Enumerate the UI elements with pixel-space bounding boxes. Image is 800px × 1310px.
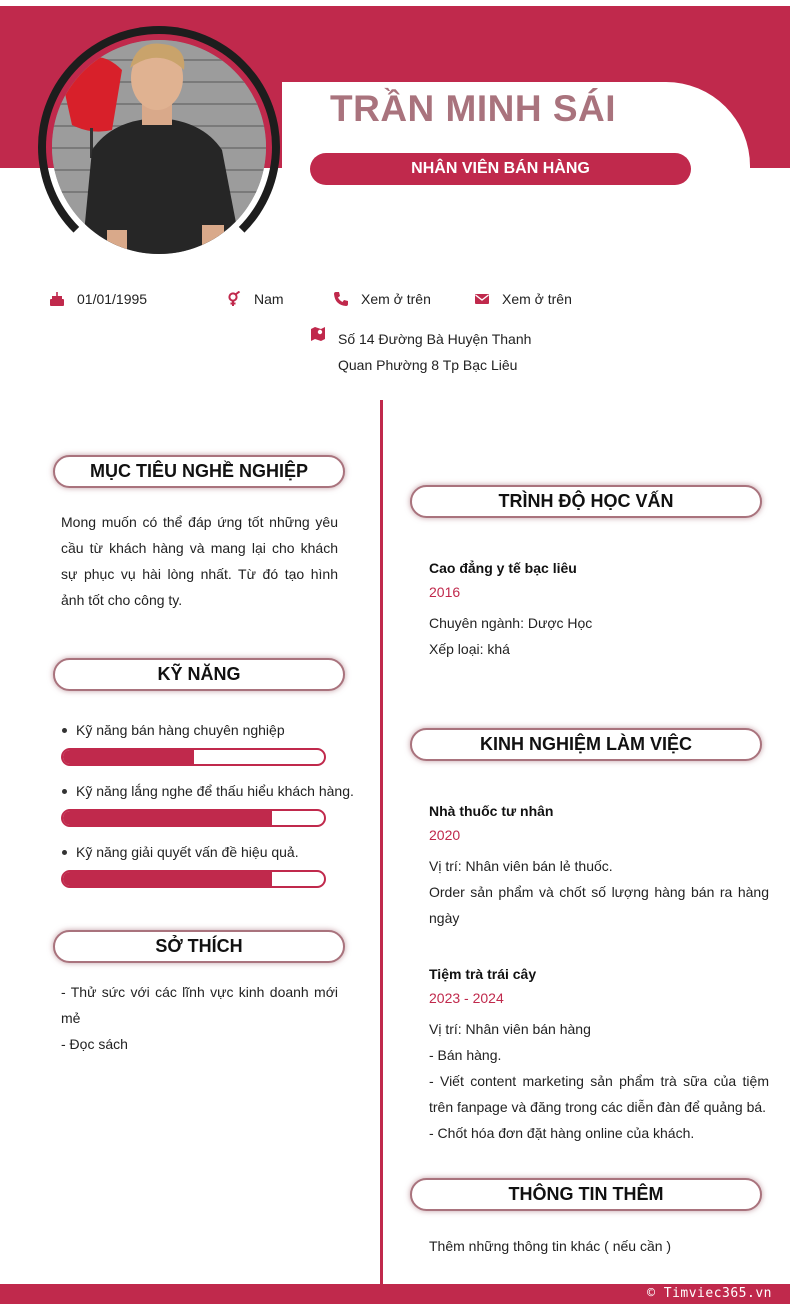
hobbies-text bbox=[61, 979, 338, 1057]
job-line: Vị trí: Nhân viên bán lẻ thuốc. bbox=[429, 858, 613, 874]
job-line: - Chốt hóa đơn đặt hàng online của khách. bbox=[429, 1125, 695, 1141]
experience-heading bbox=[410, 728, 762, 761]
map-pin-icon bbox=[310, 326, 326, 342]
skill-label: Kỹ năng bán hàng chuyên nghiệp bbox=[76, 722, 285, 738]
email-icon bbox=[474, 291, 490, 307]
gender-text: Nam bbox=[254, 291, 284, 307]
education-rank: Xếp loại: khá bbox=[429, 641, 510, 657]
extra-info-heading bbox=[410, 1178, 762, 1211]
birthday-info bbox=[49, 291, 147, 307]
job-line: Vị trí: Nhân viên bán hàng bbox=[429, 1021, 591, 1037]
candidate-name: TRẦN MINH SÁI bbox=[330, 88, 617, 129]
extra-info-text: Thêm những thông tin khác ( nếu cần ) bbox=[429, 1238, 672, 1254]
gender-icon bbox=[226, 291, 242, 307]
skill-bar-fill bbox=[63, 750, 194, 764]
phone-info bbox=[333, 291, 431, 307]
job-period: 2023 - 2024 bbox=[429, 990, 504, 1006]
job-line: Order sản phẩm và chốt số lượng hàng bán ra hàng ngày bbox=[429, 884, 769, 926]
skill-label: Kỹ năng lắng nghe để thấu hiểu khách hàng. bbox=[76, 783, 354, 799]
address bbox=[338, 326, 531, 378]
objective-heading-text: MỤC TIÊU NGHỀ NGHIỆP bbox=[89, 461, 308, 481]
email-text: Xem ở trên bbox=[502, 291, 572, 307]
job-period: 2020 bbox=[429, 827, 461, 843]
avatar-photo bbox=[52, 40, 266, 254]
job-description bbox=[429, 853, 769, 931]
education-year: 2016 bbox=[429, 584, 461, 600]
education-details bbox=[429, 610, 769, 662]
bullet-icon bbox=[62, 728, 67, 733]
job-description bbox=[429, 1016, 769, 1146]
skill-bar-fill bbox=[63, 872, 272, 886]
phone-text: Xem ở trên bbox=[361, 291, 431, 307]
watermark: © Timviec365.vn bbox=[647, 1286, 772, 1301]
skill-item-3 bbox=[62, 844, 299, 860]
column-divider bbox=[380, 400, 383, 1284]
skill-item-2 bbox=[62, 783, 354, 799]
education-major: Chuyên ngành: Dược Học bbox=[429, 615, 593, 631]
hobby-item: - Thử sức với các lĩnh vực kinh doanh mới mẻ bbox=[61, 984, 338, 1026]
hobbies-heading bbox=[53, 930, 345, 963]
bullet-icon bbox=[62, 789, 67, 794]
job-title: NHÂN VIÊN BÁN HÀNG bbox=[411, 160, 590, 177]
hobby-item: - Đọc sách bbox=[61, 1036, 128, 1052]
address-line-1: Số 14 Đường Bà Huyện Thanh bbox=[338, 331, 532, 347]
skills-heading bbox=[53, 658, 345, 691]
job-line: - Bán hàng. bbox=[429, 1047, 502, 1063]
job-title-badge bbox=[310, 153, 691, 185]
job-line: - Viết content marketing sản phẩm trà sữa của tiệm trên fanpage và đăng trong các diễn đàn để quảng bá. bbox=[429, 1073, 769, 1115]
job-company: Nhà thuốc tư nhân bbox=[429, 803, 554, 819]
birthday-cake-icon bbox=[49, 291, 65, 307]
hobbies-heading-text: SỞ THÍCH bbox=[155, 936, 243, 956]
skill-bar-1 bbox=[61, 748, 326, 766]
skill-bar-fill bbox=[63, 811, 272, 825]
job-company: Tiệm trà trái cây bbox=[429, 966, 537, 982]
education-heading bbox=[410, 485, 762, 518]
skill-bar-2 bbox=[61, 809, 326, 827]
education-heading-text: TRÌNH ĐỘ HỌC VẤN bbox=[498, 491, 674, 511]
birthday-text: 01/01/1995 bbox=[77, 291, 148, 307]
skill-label: Kỹ năng giải quyết vấn đề hiệu quả. bbox=[76, 844, 299, 860]
objective-heading bbox=[53, 455, 345, 488]
bullet-icon bbox=[62, 850, 67, 855]
skills-heading-text: KỸ NĂNG bbox=[157, 664, 241, 684]
skill-bar-3 bbox=[61, 870, 326, 888]
experience-heading-text: KINH NGHIỆM LÀM VIỆC bbox=[479, 734, 692, 754]
skill-item-1 bbox=[62, 722, 285, 738]
extra-info-heading-text: THÔNG TIN THÊM bbox=[508, 1184, 664, 1204]
phone-icon bbox=[333, 291, 349, 307]
email-info bbox=[474, 291, 572, 307]
avatar bbox=[52, 40, 266, 254]
address-line-2: Quan Phường 8 Tp Bạc Liêu bbox=[338, 357, 518, 373]
gender-info bbox=[226, 291, 284, 307]
objective-text: Mong muốn có thể đáp ứng tốt những yêu cầu từ khách hàng và mang lại cho khách sự phục vụ hài lòng nhất. Từ đó tạo hình ảnh tốt cho công ty. bbox=[61, 514, 338, 608]
school-name: Cao đẳng y tế bạc liêu bbox=[429, 560, 577, 576]
